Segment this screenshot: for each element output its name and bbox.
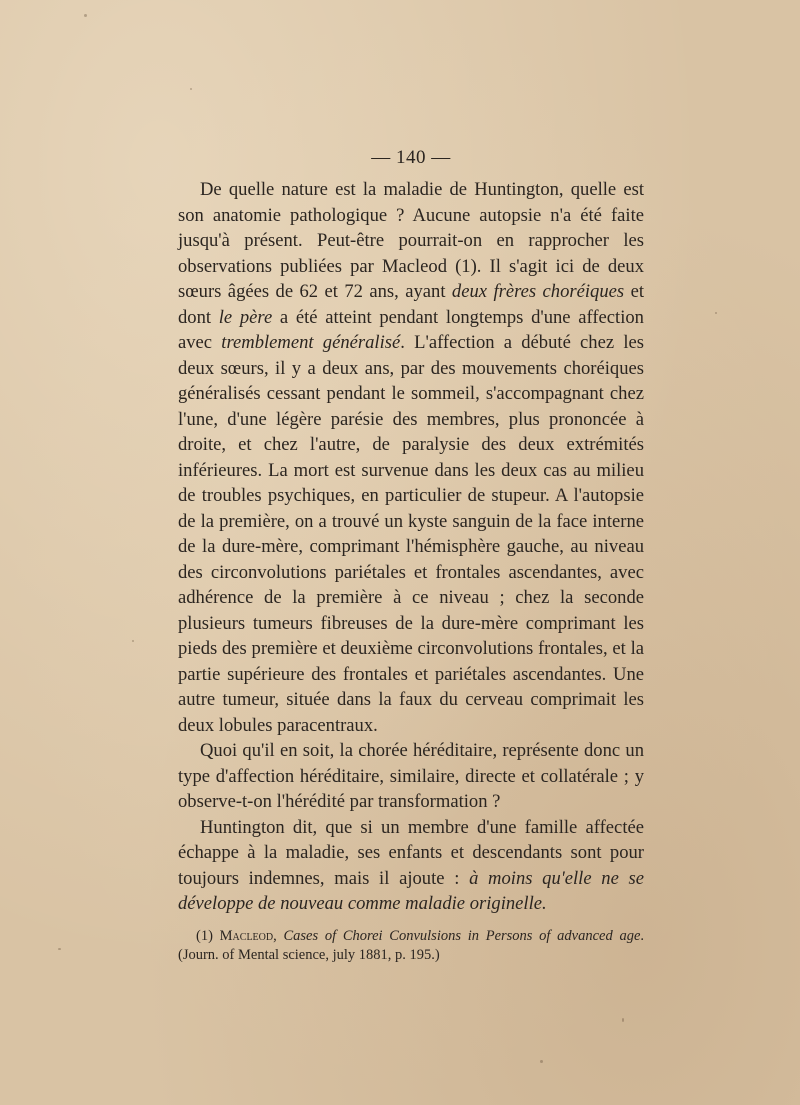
paragraph-text: De quelle nature est la maladie de Huntington, quelle est son anatomie pathologique ? Aucune autopsie n'a été faite jusqu'à présent. Peut-être pourrait-on en rapprocher les observations publiées par Macleod (1). Il s'agit ici de deux sœurs âgées de 62 et 72 ans, ayant: [178, 179, 644, 302]
paragraph-text: . L'affection a débuté chez les deux sœurs, il y a deux ans, par des mouvements choréiques généralisés cessant pendant le sommeil, s'accompagnant chez l'une, d'une légère parésie des membres, plus prononcée à droite, et chez l'autre, de paralysie des deux extrémités inférieures. La mort est survenue dans les deux cas au milieu de troubles psychiques, en particulier de stupeur. A l'autopsie de la première, on a trouvé un kyste sanguin de la face interne de la dure-mère, comprimant l'hémisphère gauche, au niveau des circonvolutions pariétales et frontales ascendantes, avec adhérence de la première à ce niveau ; chez la seconde plusieurs tumeurs fibreuses de la dure-mère comprimant les pieds des première et deuxième circonvolutions frontales, et la partie supérieure des frontales et pariétales ascendantes. Une autre tumeur, située dans la faux du cerveau comprimait les deux lobules paracentraux.: [178, 332, 644, 736]
footnote: [178, 927, 644, 965]
paragraph-1: [178, 177, 644, 738]
main-text: [178, 177, 644, 917]
italic-phrase: le père: [218, 306, 273, 328]
paragraph-3: [178, 815, 644, 917]
footnote-author: Macleod: [219, 928, 274, 944]
page-number: — 140 —: [371, 147, 451, 168]
italic-phrase: tremblement généralisé: [221, 332, 401, 353]
footnote-marker: (1): [196, 928, 213, 944]
footnote-text: (1) Macleod, Cases of Chorei Convulsions in Persons of advanced age. (Journ. of Mental science, july 1881, p. 195.): [178, 928, 645, 963]
italic-phrase: deux frères choréiques: [451, 281, 625, 302]
page-content: [178, 0, 644, 1105]
footnote-title: Cases of Chorei Convulsions in Persons of advanced age: [283, 928, 641, 944]
paragraph-2: [178, 738, 644, 815]
italic-phrase: à moins qu'elle ne se développe de nouveau comme maladie originelle.: [178, 867, 644, 914]
paragraph-text: Quoi qu'il en soit, la chorée héréditaire, représente donc un type d'affection héréditaire, similaire, directe et collatérale ; y observe-t-on l'hérédité par transformation ?: [178, 740, 644, 812]
paragraph-text: a été atteint pendant longtemps d'une affection avec: [178, 306, 644, 353]
paragraph-text: Huntington dit, que si un membre d'une famille affectée échappe à la maladie, ses enfants et descendants sont pour toujours indemnes, mais il ajoute :: [178, 816, 644, 889]
paragraph-text: et dont: [178, 281, 644, 328]
footnote-source: (Journ. of Mental science, july 1881, p. 195.): [178, 947, 440, 963]
